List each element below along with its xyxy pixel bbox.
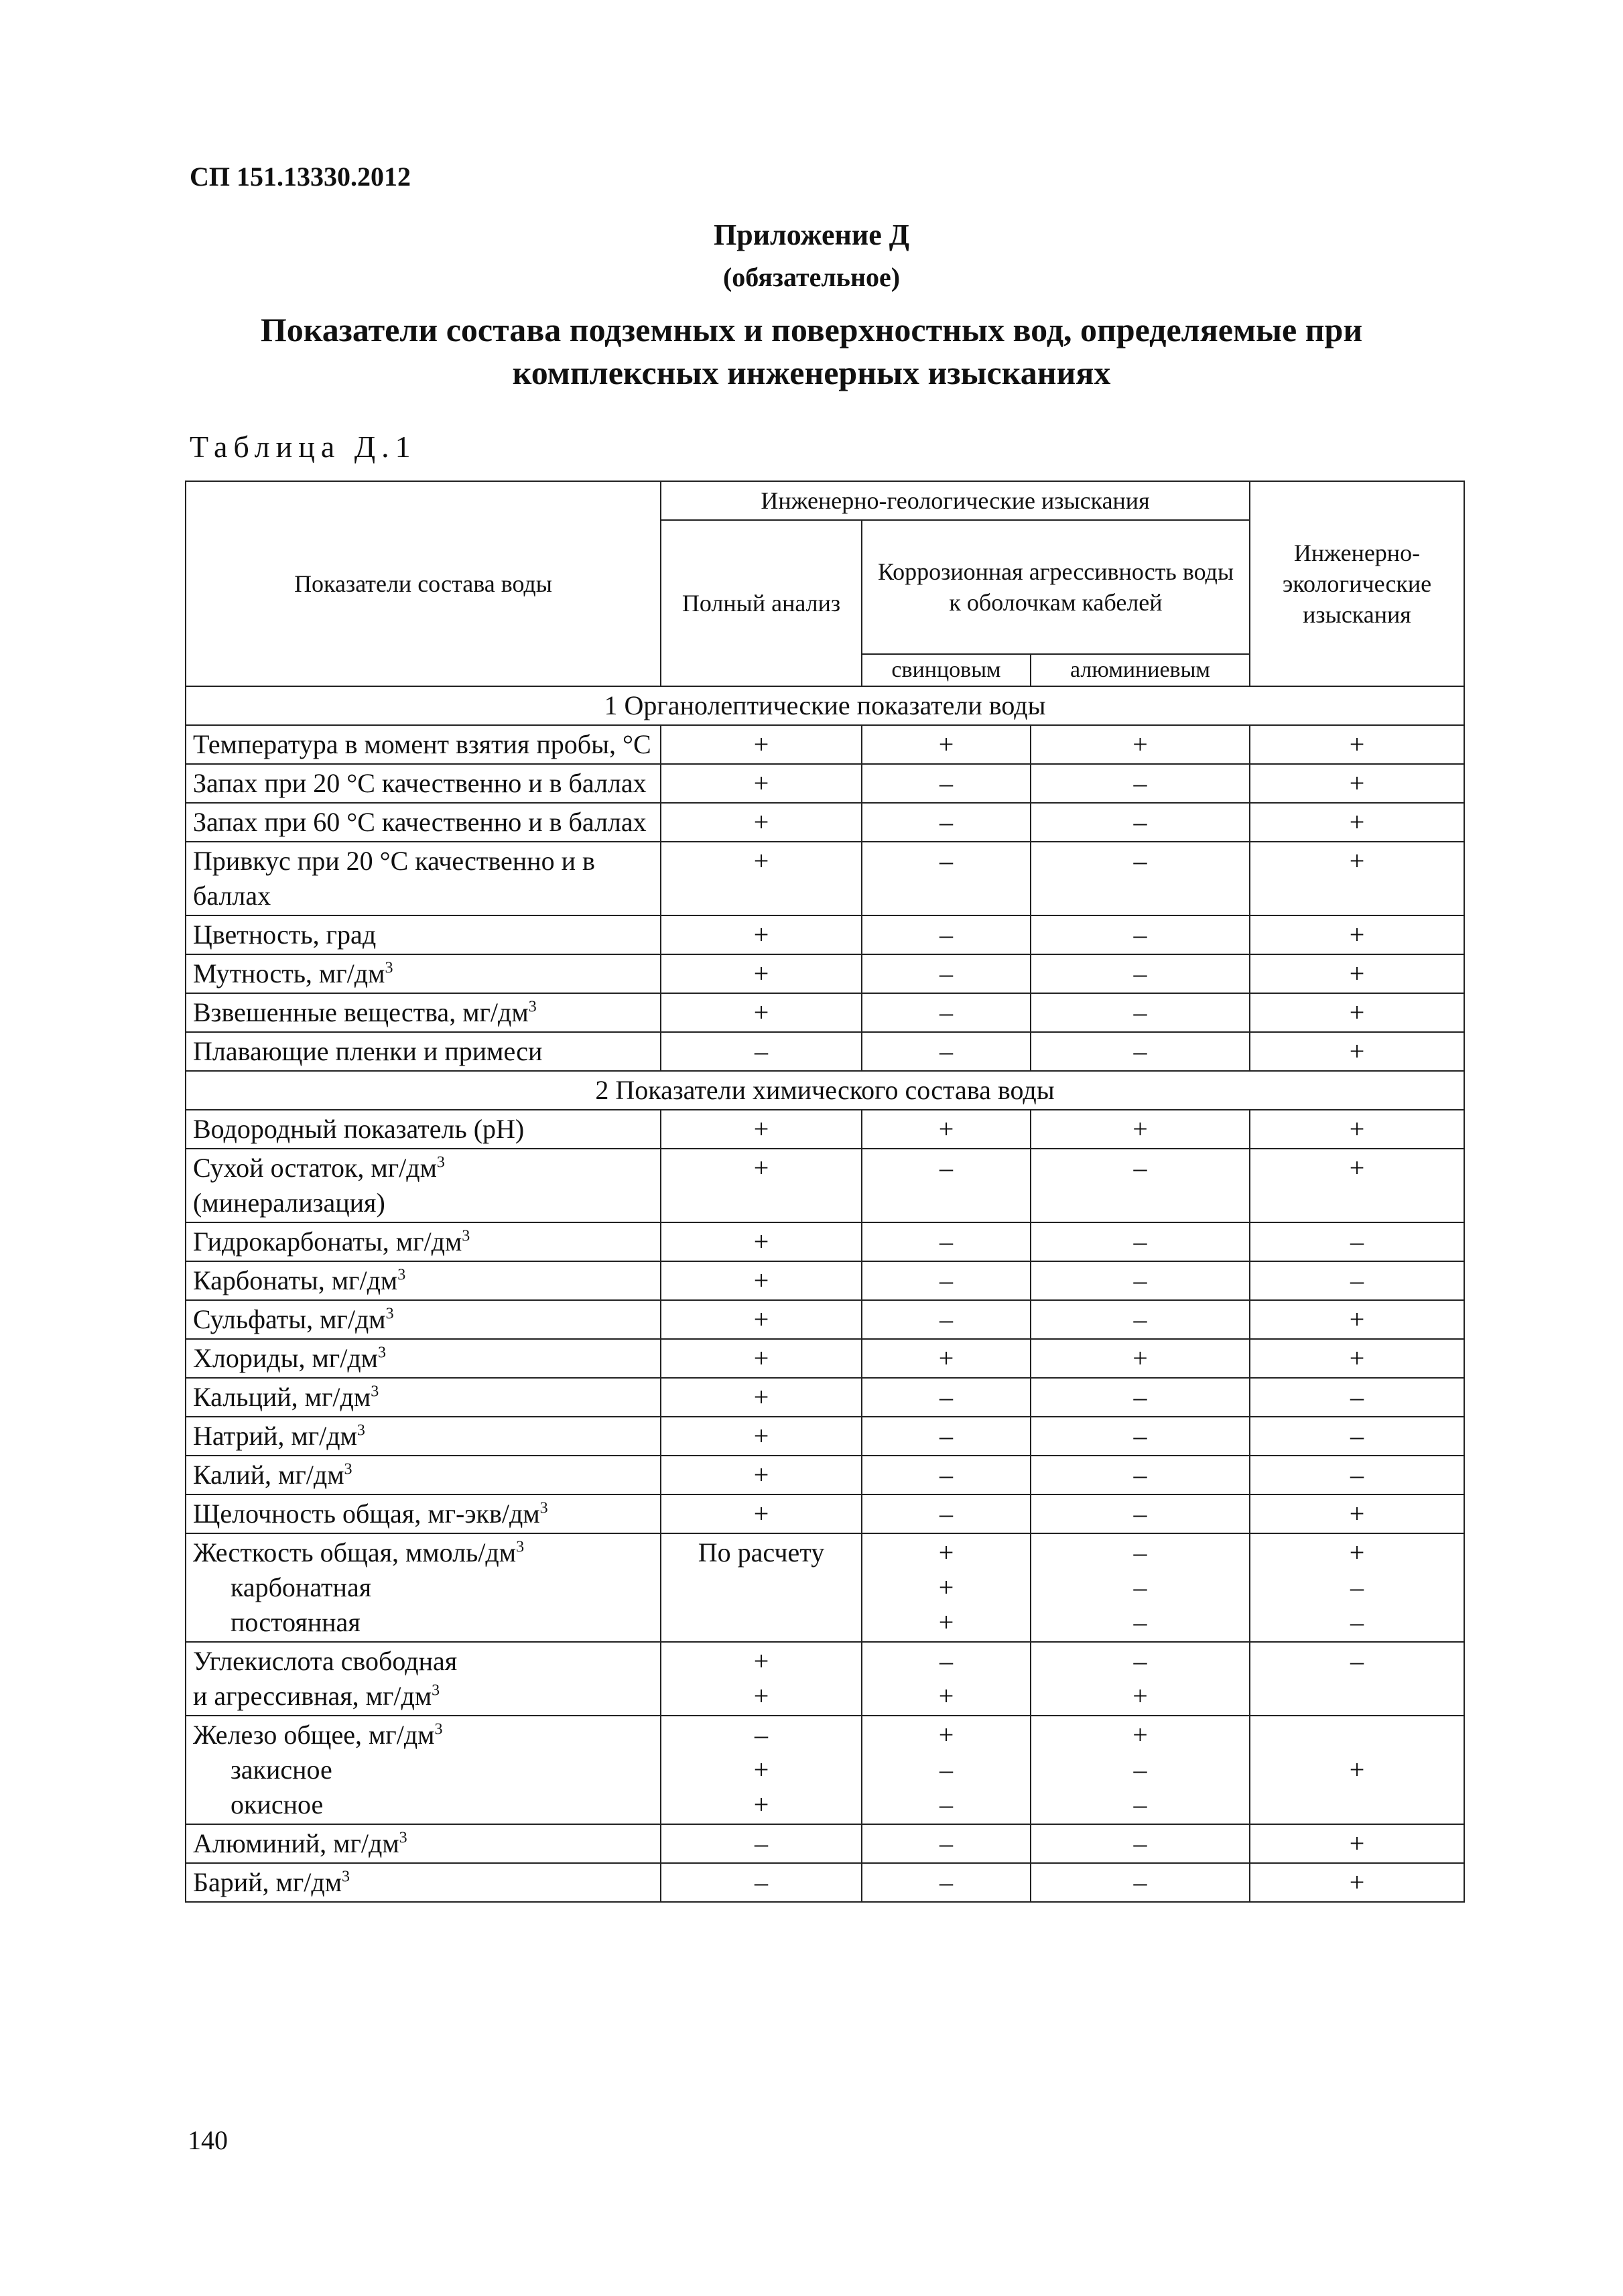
value-cell: – xyxy=(1031,1261,1250,1300)
indicator-name xyxy=(186,1261,661,1300)
value-cell: + xyxy=(1250,1339,1464,1378)
table-row xyxy=(186,1149,1464,1222)
value-cell: – xyxy=(661,1032,862,1071)
value-line xyxy=(1257,1718,1457,1752)
table-row xyxy=(186,1716,1464,1824)
indicator-sub-label: карбонатная xyxy=(231,1572,372,1602)
value-line: – xyxy=(1133,1607,1147,1637)
value-line: – xyxy=(1350,1607,1364,1637)
indicator-name xyxy=(186,1300,661,1339)
value-cell: – xyxy=(1031,1494,1250,1533)
value-cell: + xyxy=(1250,764,1464,803)
value-cell: – xyxy=(1250,1417,1464,1456)
value-cell: – xyxy=(1031,1417,1250,1456)
value-cell: – xyxy=(862,1824,1031,1863)
document-code: СП 151.13330.2012 xyxy=(190,162,411,192)
value-cell: – xyxy=(862,1261,1031,1300)
value-line: – xyxy=(755,1720,768,1750)
indicator-line xyxy=(193,1679,653,1714)
value-cell: – xyxy=(862,1222,1031,1261)
header-indicators: Показатели состава воды xyxy=(186,481,661,686)
section-row xyxy=(186,1071,1464,1110)
indicator-name xyxy=(186,1533,661,1642)
value-cell xyxy=(1250,1533,1464,1642)
value-cell: + xyxy=(661,1494,862,1533)
value-cell: + xyxy=(1250,993,1464,1032)
indicator-label: Натрий, мг/дм xyxy=(193,1421,357,1451)
table-row xyxy=(186,1378,1464,1417)
value-cell: + xyxy=(1250,915,1464,954)
indicator-label: Железо общее, мг/дм xyxy=(193,1720,435,1750)
unit-superscript: 3 xyxy=(385,1305,394,1323)
value-line: – xyxy=(1133,1755,1147,1785)
value-cell: – xyxy=(862,993,1031,1032)
value-cell: + xyxy=(661,993,862,1032)
indicator-name xyxy=(186,1339,661,1378)
unit-superscript: 3 xyxy=(528,998,537,1016)
indicator-label: Хлориды, мг/дм xyxy=(193,1343,378,1373)
main-title: Показатели состава подземных и поверхностных вод, определяемые при комплексных инженерных изысканиях xyxy=(260,311,1363,391)
value-cell: + xyxy=(661,1456,862,1494)
appendix-status: (обязательное) xyxy=(722,262,901,292)
indicator-label: Барий, мг/дм xyxy=(193,1867,342,1897)
value-cell: + xyxy=(661,725,862,764)
value-line: – xyxy=(939,1755,953,1785)
section-row xyxy=(186,686,1464,725)
section-title: 1 Органолептические показатели воды xyxy=(186,686,1464,725)
value-cell xyxy=(1031,1716,1250,1824)
value-cell: – xyxy=(1031,1149,1250,1222)
indicator-name xyxy=(186,954,661,993)
table-row xyxy=(186,1417,1464,1456)
value-cell: – xyxy=(862,1149,1031,1222)
table-row xyxy=(186,842,1464,915)
unit-superscript: 3 xyxy=(399,1829,407,1847)
indicator-name xyxy=(186,842,661,915)
unit-superscript: 3 xyxy=(436,1153,445,1171)
unit-superscript: 3 xyxy=(344,1460,352,1478)
header-eco: Инженерно-экологические изыскания xyxy=(1250,481,1464,686)
indicator-line xyxy=(193,1718,653,1752)
unit-superscript: 3 xyxy=(432,1681,440,1700)
indicator-name xyxy=(186,764,661,803)
value-cell: + xyxy=(661,1222,862,1261)
value-line: – xyxy=(1133,1537,1147,1568)
value-cell: + xyxy=(1250,1110,1464,1149)
indicator-label: Запах при 20 °С качественно и в баллах xyxy=(193,768,647,798)
indicator-name xyxy=(186,993,661,1032)
indicator-name xyxy=(186,1824,661,1863)
header-full-analysis: Полный анализ xyxy=(661,520,862,686)
value-cell: – xyxy=(1031,993,1250,1032)
value-line: – xyxy=(1133,1572,1147,1602)
indicator-label: Плавающие пленки и примеси xyxy=(193,1036,543,1066)
indicator-name xyxy=(186,1149,661,1222)
value-cell xyxy=(862,1642,1031,1716)
value-cell: + xyxy=(661,764,862,803)
value-line: + xyxy=(938,1681,954,1711)
indicator-sub-label: закисное xyxy=(231,1755,332,1785)
unit-superscript: 3 xyxy=(516,1538,525,1556)
value-cell: – xyxy=(862,915,1031,954)
value-cell xyxy=(862,1716,1031,1824)
appendix-title: Приложение Д xyxy=(714,218,909,251)
indicator-label: Сухой остаток, мг/дм xyxy=(193,1153,437,1183)
indicator-label: Сульфаты, мг/дм xyxy=(193,1304,386,1334)
value-cell: – xyxy=(862,1456,1031,1494)
unit-superscript: 3 xyxy=(377,1344,386,1362)
table-row xyxy=(186,954,1464,993)
header-geo-group: Инженерно-геологические изыскания xyxy=(661,481,1250,520)
value-cell: + xyxy=(1250,842,1464,915)
value-line: – xyxy=(939,1789,953,1820)
value-line: + xyxy=(938,1572,954,1602)
value-cell: + xyxy=(1031,1110,1250,1149)
value-line: – xyxy=(1133,1789,1147,1820)
value-cell: – xyxy=(862,803,1031,842)
indicator-label: Кальций, мг/дм xyxy=(193,1382,371,1412)
value-cell: + xyxy=(862,1339,1031,1378)
indicator-sub-label: постоянная xyxy=(231,1607,361,1637)
value-cell: + xyxy=(661,1149,862,1222)
indicator-label: Цветность, град xyxy=(193,919,377,950)
table-row xyxy=(186,1222,1464,1261)
indicator-label: Мутность, мг/дм xyxy=(193,958,385,988)
value-cell xyxy=(1031,1533,1250,1642)
value-cell: – xyxy=(1031,1824,1250,1863)
value-cell: + xyxy=(661,1339,862,1378)
value-cell: – xyxy=(1031,764,1250,803)
table-row xyxy=(186,1863,1464,1902)
value-cell xyxy=(1031,1642,1250,1716)
unit-superscript: 3 xyxy=(371,1383,379,1401)
indicator-sub-label: окисное xyxy=(231,1789,324,1820)
header-corrosion: Коррозионная агрессивность воды к оболочкам кабелей xyxy=(862,520,1250,654)
indicator-name xyxy=(186,1642,661,1716)
table-row xyxy=(186,1261,1464,1300)
indicator-name xyxy=(186,803,661,842)
indicator-label: и агрессивная, мг/дм xyxy=(193,1681,432,1711)
value-line: + xyxy=(753,1681,769,1711)
indicator-label-suffix: (минерализация) xyxy=(193,1188,385,1218)
value-line: + xyxy=(1132,1681,1148,1711)
value-cell: + xyxy=(661,954,862,993)
value-line: – xyxy=(1350,1646,1364,1676)
value-cell: + xyxy=(661,1300,862,1339)
value-cell xyxy=(1250,1642,1464,1716)
indicator-line xyxy=(193,1535,653,1570)
indicator-label: Углекислота свободная xyxy=(193,1646,458,1676)
value-cell: + xyxy=(1250,803,1464,842)
value-cell: + xyxy=(1031,725,1250,764)
unit-superscript: 3 xyxy=(397,1266,406,1284)
value-cell: – xyxy=(661,1824,862,1863)
indicator-label: Водородный показатель (pH) xyxy=(193,1114,525,1144)
value-line: + xyxy=(938,1607,954,1637)
header-lead: свинцовым xyxy=(862,654,1031,686)
indicator-label: Жесткость общая, ммоль/дм xyxy=(193,1537,517,1568)
value-cell: – xyxy=(862,1300,1031,1339)
value-cell: + xyxy=(661,803,862,842)
table-row xyxy=(186,725,1464,764)
value-cell: + xyxy=(1250,1494,1464,1533)
value-cell: + xyxy=(1250,1863,1464,1902)
value-cell: + xyxy=(1250,1032,1464,1071)
value-cell: – xyxy=(862,1863,1031,1902)
unit-superscript: 3 xyxy=(342,1868,350,1886)
value-cell: + xyxy=(661,1378,862,1417)
indicator-label: Температура в момент взятия пробы, °С xyxy=(193,729,651,759)
value-cell: – xyxy=(1250,1222,1464,1261)
table-row xyxy=(186,803,1464,842)
indicator-label: Привкус при 20 °С качественно и в баллах xyxy=(193,846,595,911)
value-cell xyxy=(661,1716,862,1824)
table-row xyxy=(186,1456,1464,1494)
table-row xyxy=(186,1339,1464,1378)
value-cell: – xyxy=(1250,1456,1464,1494)
value-line: + xyxy=(753,1646,769,1676)
value-cell: – xyxy=(1031,1863,1250,1902)
value-cell: – xyxy=(1250,1261,1464,1300)
value-line: + xyxy=(1132,1720,1148,1750)
value-cell: – xyxy=(1031,1032,1250,1071)
value-cell: – xyxy=(1031,1456,1250,1494)
value-cell: По расчету xyxy=(661,1533,862,1642)
indicator-label: Гидрокарбонаты, мг/дм xyxy=(193,1226,462,1257)
value-line: – xyxy=(1133,1646,1147,1676)
indicator-name xyxy=(186,915,661,954)
value-line: – xyxy=(1350,1572,1364,1602)
table-row xyxy=(186,1300,1464,1339)
table-row xyxy=(186,1032,1464,1071)
value-cell: – xyxy=(862,1032,1031,1071)
table-row xyxy=(186,993,1464,1032)
indicator-name xyxy=(186,1032,661,1071)
value-line: + xyxy=(753,1755,769,1785)
value-line: + xyxy=(1349,1755,1365,1785)
indicator-label: Щелочность общая, мг-экв/дм xyxy=(193,1498,540,1529)
indicator-name xyxy=(186,1494,661,1533)
value-cell: + xyxy=(661,915,862,954)
indicator-name xyxy=(186,1417,661,1456)
value-cell: – xyxy=(1031,1378,1250,1417)
value-cell: – xyxy=(1031,842,1250,915)
table-row xyxy=(186,1642,1464,1716)
indicator-name xyxy=(186,1110,661,1149)
value-cell: + xyxy=(1250,1149,1464,1222)
indicator-name xyxy=(186,1222,661,1261)
unit-superscript: 3 xyxy=(462,1227,470,1245)
indicator-name xyxy=(186,1378,661,1417)
value-cell: – xyxy=(862,842,1031,915)
value-cell: – xyxy=(661,1863,862,1902)
value-cell: + xyxy=(862,725,1031,764)
indicator-name xyxy=(186,725,661,764)
indicator-label: Калий, мг/дм xyxy=(193,1460,344,1490)
table-row xyxy=(186,1110,1464,1149)
table-label: Таблица Д.1 xyxy=(190,430,417,464)
value-cell: – xyxy=(1031,915,1250,954)
section-title: 2 Показатели химического состава воды xyxy=(186,1071,1464,1110)
value-cell xyxy=(862,1533,1031,1642)
indicator-label: Алюминий, мг/дм xyxy=(193,1828,399,1858)
unit-superscript: 3 xyxy=(539,1499,548,1517)
value-line: – xyxy=(939,1646,953,1676)
value-cell: + xyxy=(661,1417,862,1456)
value-cell: + xyxy=(1250,1300,1464,1339)
value-cell: + xyxy=(1250,1824,1464,1863)
table-row xyxy=(186,1533,1464,1642)
header-aluminum: алюминиевым xyxy=(1031,654,1250,686)
unit-superscript: 3 xyxy=(356,1421,365,1440)
value-cell: – xyxy=(1031,803,1250,842)
value-cell: + xyxy=(1031,1339,1250,1378)
value-cell xyxy=(1250,1716,1464,1824)
value-line: + xyxy=(938,1537,954,1568)
value-line: + xyxy=(753,1789,769,1820)
indicator-label: Карбонаты, мг/дм xyxy=(193,1265,398,1295)
value-cell: + xyxy=(1250,954,1464,993)
value-cell: + xyxy=(1250,725,1464,764)
table-body xyxy=(186,686,1464,1902)
value-cell: + xyxy=(661,1261,862,1300)
table-row xyxy=(186,1494,1464,1533)
value-cell: – xyxy=(862,1494,1031,1533)
table-row xyxy=(186,1824,1464,1863)
value-cell: – xyxy=(1031,1300,1250,1339)
indicator-label: Взвешенные вещества, мг/дм xyxy=(193,997,529,1027)
water-indicators-table xyxy=(185,481,1465,1903)
table-row xyxy=(186,915,1464,954)
value-line: + xyxy=(938,1720,954,1750)
indicator-name xyxy=(186,1456,661,1494)
unit-superscript: 3 xyxy=(434,1720,443,1738)
table-row xyxy=(186,764,1464,803)
page-number: 140 xyxy=(188,2125,228,2155)
value-cell: – xyxy=(862,954,1031,993)
value-cell: – xyxy=(862,1378,1031,1417)
value-cell: – xyxy=(862,1417,1031,1456)
indicator-name xyxy=(186,1716,661,1824)
value-cell: – xyxy=(1031,1222,1250,1261)
value-cell: – xyxy=(1031,954,1250,993)
value-cell xyxy=(661,1642,862,1716)
indicator-name xyxy=(186,1863,661,1902)
value-cell: – xyxy=(1250,1378,1464,1417)
value-cell: + xyxy=(862,1110,1031,1149)
value-cell: – xyxy=(862,764,1031,803)
unit-superscript: 3 xyxy=(385,959,393,977)
value-cell: + xyxy=(661,842,862,915)
value-cell: + xyxy=(661,1110,862,1149)
indicator-label: Запах при 60 °С качественно и в баллах xyxy=(193,807,647,837)
value-line: + xyxy=(1349,1537,1365,1568)
